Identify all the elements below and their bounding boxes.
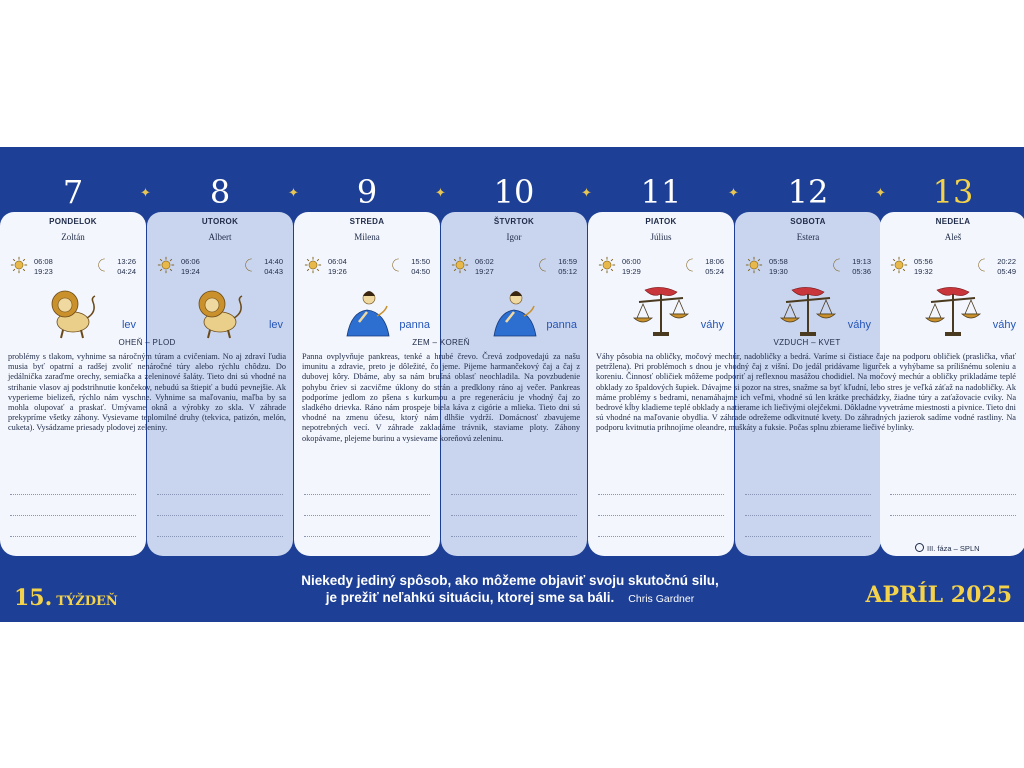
quote bbox=[250, 572, 770, 608]
zodiac-label: váhy bbox=[700, 319, 724, 331]
moon-icon bbox=[684, 258, 698, 272]
sunset-time: 19:30 bbox=[769, 267, 788, 276]
day-name: PIATOK bbox=[645, 217, 677, 226]
virgo-icon bbox=[337, 282, 397, 340]
day-name: PONDELOK bbox=[49, 217, 97, 226]
zodiac-label: váhy bbox=[847, 319, 871, 331]
element-label: OHEŇ – PLOD bbox=[118, 338, 176, 347]
moonset-time: 05:12 bbox=[558, 267, 577, 276]
full-moon-icon bbox=[915, 543, 924, 552]
star-icon: ✦ bbox=[875, 185, 886, 200]
lion-icon bbox=[190, 282, 250, 340]
day-name: STREDA bbox=[349, 217, 385, 226]
sun-icon bbox=[451, 256, 469, 274]
day-number: 7 bbox=[62, 173, 84, 211]
element-label: VZDUCH – KVET bbox=[773, 338, 841, 347]
quote-author: Chris Gardner bbox=[628, 593, 695, 605]
nameday: Zoltán bbox=[61, 232, 85, 242]
sunrise-time: 05:58 bbox=[769, 257, 788, 266]
day-info bbox=[588, 212, 734, 342]
moon-phase-label: III. fáza – SPLN bbox=[927, 544, 980, 553]
moon-icon bbox=[96, 258, 110, 272]
moon-icon bbox=[537, 258, 551, 272]
star-icon: ✦ bbox=[435, 185, 446, 200]
nameday: Milena bbox=[354, 232, 380, 242]
sun-icon bbox=[10, 256, 28, 274]
quote-line: Niekedy jediný spôsob, ako môžeme objaviť svoju skutočnú silu, bbox=[301, 573, 719, 588]
day-info bbox=[0, 212, 146, 342]
day-number: 11 bbox=[640, 173, 682, 211]
star-icon: ✦ bbox=[581, 185, 592, 200]
moonrise-time: 20:22 bbox=[997, 257, 1016, 266]
moonset-time: 04:50 bbox=[411, 267, 430, 276]
moon-phase bbox=[915, 543, 980, 553]
day-name: ŠTVRTOK bbox=[493, 217, 535, 226]
scales-icon bbox=[778, 282, 838, 340]
moonset-time: 04:24 bbox=[117, 267, 136, 276]
moonrise-time: 18:06 bbox=[705, 257, 724, 266]
sunrise-time: 06:04 bbox=[328, 257, 347, 266]
moonset-time: 04:43 bbox=[264, 267, 283, 276]
day-name: NEDEĽA bbox=[935, 217, 971, 226]
zodiac-label: váhy bbox=[992, 319, 1016, 331]
day-number: 8 bbox=[209, 173, 231, 211]
day-number-sunday: 13 bbox=[932, 173, 974, 211]
day-name: UTOROK bbox=[201, 217, 239, 226]
sunset-time: 19:24 bbox=[181, 267, 200, 276]
moon-icon bbox=[831, 258, 845, 272]
scales-icon bbox=[631, 282, 691, 340]
nameday: Igor bbox=[506, 232, 522, 242]
sunrise-time: 05:56 bbox=[914, 257, 933, 266]
week-number bbox=[14, 585, 118, 611]
horoscope-text: Panna ovplyvňuje pankreas, tenké a hrubé črevo. Črevá zodpovedajú za našu imunitu a zdravie, preto je dôležité, čo jeme. Pijeme harmančekový čaj a čaj z dubovej kôry. Dbáme, aby sa nám brušná oblasť neochladila. Na povzbudenie pohybu čriev si zacvičme úklony do strán a predklony ráno aj večer. Pankreas podporíme jedlom zo pšena s kurkumou a pre regeneráciu je vhodný čaj zo sladkého drievka. Ráno nám prospeje biela káva z cigórie a mlieka. Tieto dni sú vhodné na zmenu účesu, ktorý nám dlhšie vydrží. Domácnosť zbavujeme nepotrebných vecí. V záhrade zakladáme trávnik, staviame ploty. Záhony okopávame, plejeme burinu a vysievame koreňovú zeleninu. bbox=[302, 352, 580, 443]
week-label: TÝŽDEŇ bbox=[56, 594, 118, 609]
moonset-time: 05:24 bbox=[705, 267, 724, 276]
sunset-time: 19:27 bbox=[475, 267, 494, 276]
moonset-time: 05:36 bbox=[852, 267, 871, 276]
quote-line: je prežiť neľahkú situáciu, ktorej sme sa báli. bbox=[325, 590, 615, 605]
day-info bbox=[294, 212, 440, 342]
nameday: Július bbox=[650, 232, 672, 242]
nameday: Estera bbox=[796, 232, 820, 242]
sunset-time: 19:23 bbox=[34, 267, 53, 276]
day-number: 9 bbox=[356, 173, 378, 211]
nameday: Aleš bbox=[944, 232, 962, 242]
sun-icon bbox=[157, 256, 175, 274]
zodiac-label: panna bbox=[399, 319, 430, 331]
day-info bbox=[441, 212, 587, 342]
day-info bbox=[880, 212, 1024, 342]
element-label: ZEM – KOREŇ bbox=[412, 338, 470, 347]
moonrise-time: 19:13 bbox=[852, 257, 871, 266]
moon-icon bbox=[976, 258, 990, 272]
month-title: APRÍL 2025 bbox=[865, 582, 1012, 608]
moonrise-time: 14:40 bbox=[264, 257, 283, 266]
star-icon: ✦ bbox=[140, 185, 151, 200]
day-info bbox=[147, 212, 293, 342]
sunrise-time: 06:06 bbox=[181, 257, 200, 266]
sun-icon bbox=[304, 256, 322, 274]
day-number: 12 bbox=[787, 173, 829, 211]
sun-icon bbox=[745, 256, 763, 274]
virgo-icon bbox=[484, 282, 544, 340]
sunset-time: 19:26 bbox=[328, 267, 347, 276]
sunset-time: 19:32 bbox=[914, 267, 933, 276]
sunrise-time: 06:02 bbox=[475, 257, 494, 266]
star-icon: ✦ bbox=[728, 185, 739, 200]
moon-icon bbox=[390, 258, 404, 272]
zodiac-label: lev bbox=[268, 319, 283, 331]
moonrise-time: 16:59 bbox=[558, 257, 577, 266]
sunset-time: 19:29 bbox=[622, 267, 641, 276]
sunrise-time: 06:00 bbox=[622, 257, 641, 266]
lion-icon bbox=[43, 282, 103, 340]
sun-icon bbox=[890, 256, 908, 274]
day-info bbox=[735, 212, 881, 342]
zodiac-label: lev bbox=[121, 319, 136, 331]
nameday: Albert bbox=[208, 232, 232, 242]
horoscope-text: problémy s tlakom, vyhnime sa náročným túram a cvičeniam. No aj zdraví ľudia musia byť opatrní a radšej zvoliť nenáročné túry alebo rýchlu chôdzu. Do jedálnička zaraďme orechy, semiačka a zeleninové šaláty. Tieto dni sú vhodné na strihanie vlasov aj podstrihnutie končekov, nebudú sa štiepiť a budú pevnejšie. Ak vyperieme bielizeň, rýchlo nám vyschne. Vyhnime sa maľovaniu, maľba by sa mohla olupovať a praskať. Umývame oknâ a výrobky zo skla. V záhrade prekypríme všetky záhony. Vysievame teplomilné druhy (tekvica, patizón, melón, cuketa). Vysádzame priesady plodovej zeleniny. bbox=[8, 352, 286, 433]
sunrise-time: 06:08 bbox=[34, 257, 53, 266]
moonset-time: 05:49 bbox=[997, 267, 1016, 276]
moonrise-time: 13:26 bbox=[117, 257, 136, 266]
moon-icon bbox=[243, 258, 257, 272]
day-name: SOBOTA bbox=[790, 217, 826, 226]
horoscope-text: Váhy pôsobia na obličky, močový mechúr, nadobličky a bedrá. Varíme si čistiace čaje na podporu obličiek (praslička, vňať petržlena). Pri problémoch s dnou je vhodný čaj z višní. Do jedál pridávame ligurček a vyhýbame sa prílišnému soleniu a koreniu. Činnosť obličiek môžeme podporiť aj reflexnou masážou chodidiel. Na močový mechúr a obličky prikladáme teplé obklady zo špaldových šupiek. Dávajme si pozor na stres, snažme sa byť kľudní, lebo stres je veľká záťaž na nadobličky. Ak máme problémy s bedrami, nenamáhajme ich veľmi, vhodné sú len krátke prechádzky, žiadne túry a zaťažovacie cviky. Na bedrové kĺby kladieme teplé obklady a natierame ich liečivými olejčekmi. Dôkladne vyvetráme miestnosti a pivnice. Tieto dni sú vhodné na maľovanie obydlia. V záhrade odrežeme odkvitnuté kvety. Do záhradných jazierok sadíme vodné rastliny. Na podporu kvitnutia prihnojíme oleandre, muškáty a fuksie. Počas splnu zbierame liečivé bylinky. bbox=[596, 352, 1016, 433]
week-number-value: 15. bbox=[14, 585, 53, 611]
scales-icon bbox=[923, 282, 983, 340]
zodiac-label: panna bbox=[546, 319, 577, 331]
day-number: 10 bbox=[493, 173, 535, 211]
moonrise-time: 15:50 bbox=[411, 257, 430, 266]
star-icon: ✦ bbox=[288, 185, 299, 200]
sun-icon bbox=[598, 256, 616, 274]
day-number-row bbox=[0, 172, 1024, 212]
